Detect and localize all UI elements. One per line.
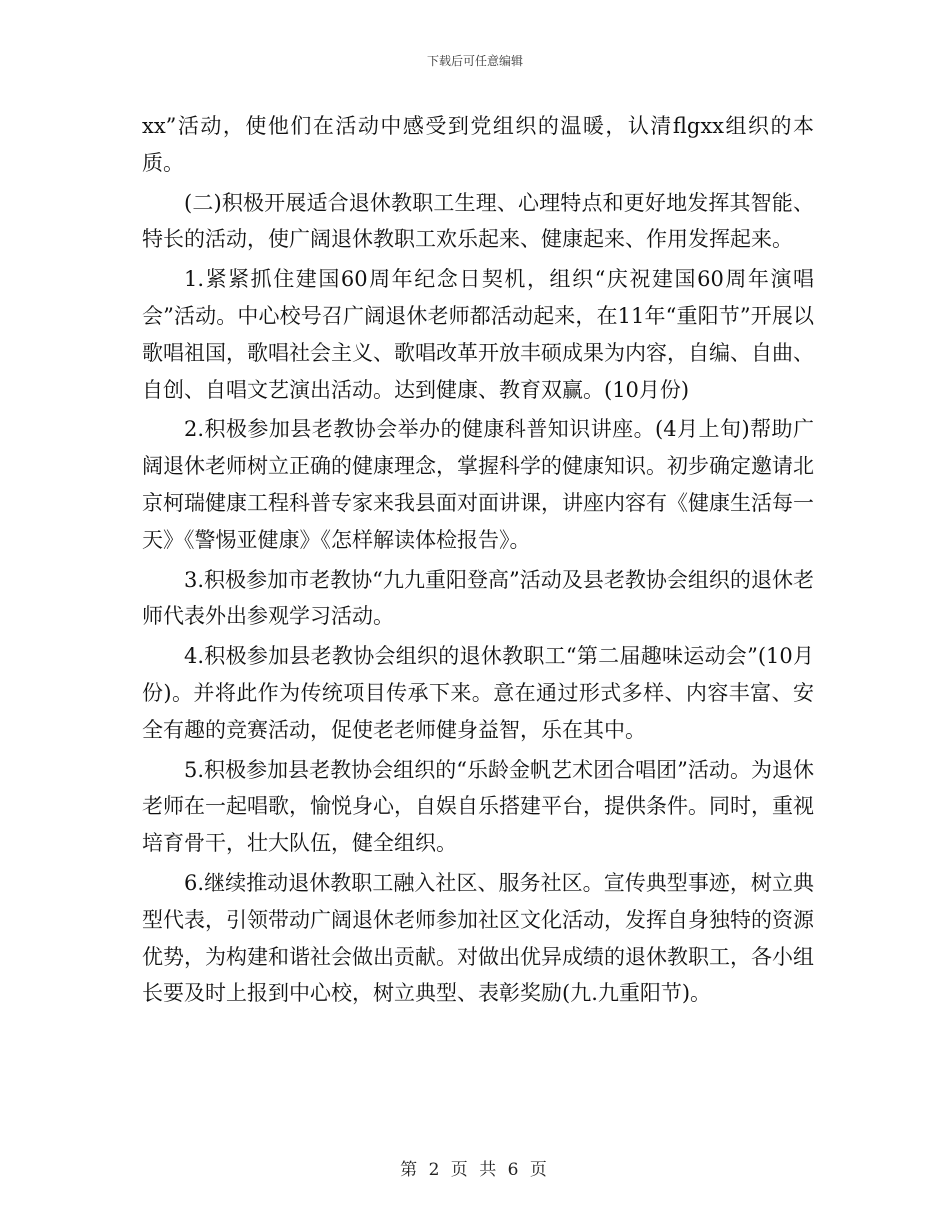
paragraph-item-1: 1.紧紧抓住建国60周年纪念日契机，组织“庆祝建国60周年演唱会”活动。中心校号召广阔退休老师都活动起来，在11年“重阳节”开展以歌唱祖国，歌唱社会主义、歌唱改革开放丰硕成果为内容，自编、自曲、自创、自唱文艺演出活动。达到健康、教育双赢。(10月份) [142,267,814,402]
paragraph-section-two: (二)积极开展适合退休教职工生理、心理特点和更好地发挥其智能、特长的活动，使广阔退休教职工欢乐起来、健康起来、作用发挥起来。 [142,190,814,252]
paragraph-item-6: 6.继续推动退休教职工融入社区、服务社区。宣传典型事迹，树立典型代表，引领带动广阔退休老师参加社区文化活动，发挥自身独特的资源优势，为构建和谐社会做出贡献。对做出优异成绩的退休教职工，各小组长要及时上报到中心校，树立典型、表彰奖励(九.九重阳节)。 [142,870,814,1006]
page-header: 下载后可任意编辑 [426,54,523,68]
page-footer: 第 2 页 共 6 页 [400,1160,550,1180]
paragraph-item-4: 4.积极参加县老教协会组织的退休教职工“第二届趣味运动会”(10月份)。并将此作为传统项目传承下来。意在通过形式多样、内容丰富、安全有趣的竞赛活动，促使老老师健身益智，乐在其中。 [142,644,814,742]
paragraph-continuation: xx”活动，使他们在活动中感受到党组织的温暖，认清flgxx组织的本质。 [142,114,814,175]
document-body [142,108,814,1015]
paragraph-item-5: 5.积极参加县老教协会组织的“乐龄金帆艺术团合唱团”活动。为退休老师在一起唱歌，愉悦身心，自娱自乐搭建平台，提供条件。同时，重视培育骨干，壮大队伍，健全组织。 [142,757,814,856]
paragraph-item-2: 2.积极参加县老教协会举办的健康科普知识讲座。(4月上旬)帮助广阔退休老师树立正确的健康理念，掌握科学的健康知识。初步确定邀请北京柯瑞健康工程科普专家来我县面对面讲课，讲座内容有《健康生活每一天》《警惕亚健康》《怎样解读体检报告》。 [142,417,814,552]
paragraph-item-3: 3.积极参加市老教协“九九重阳登高”活动及县老教协会组织的退休老师代表外出参观学习活动。 [142,567,814,629]
